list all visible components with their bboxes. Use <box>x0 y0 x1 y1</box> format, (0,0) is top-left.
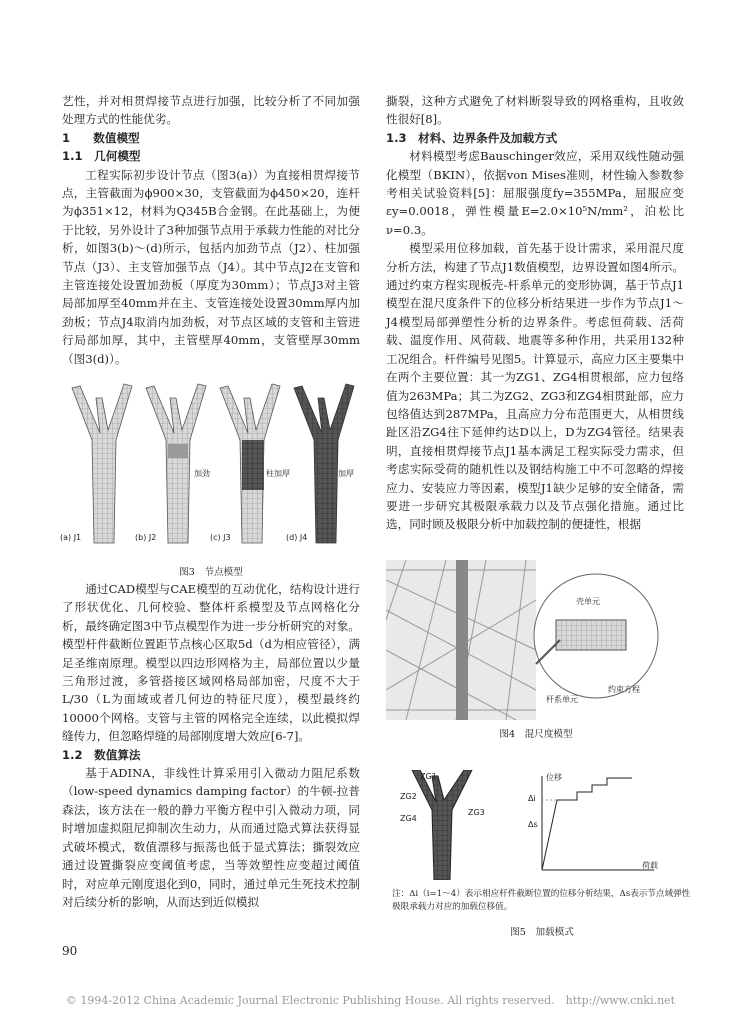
figure-4-caption: 图4 混尺度模型 <box>499 729 573 740</box>
fig5-label-zg2: ZG2 <box>400 792 417 801</box>
right-para-1: 材料模型考虑Bauschinger效应，采用双线性随动强化模型（BKIN），依据von Mises准则，材性输入参数参考相关试验资料[5]：屈服强度fy=355MPa，屈服应变εy=0.0018，弹性模量E=2.0×10⁵N/mm²，泊松比ν=0.3。 <box>386 149 684 237</box>
fig5-axis-x: 荷载 <box>642 861 658 870</box>
fig3-label-d: (d) J4 <box>286 533 308 542</box>
fig5-tick-di: Δi <box>528 794 536 803</box>
figure-3-models <box>62 378 360 550</box>
fig5-label-zg1: ZG1 <box>420 772 437 781</box>
left-column-top <box>62 92 360 368</box>
load-chart <box>542 776 654 870</box>
fig3-annot-stiffener: 加劲 <box>194 469 210 478</box>
model-j4 <box>294 384 354 543</box>
figure-3-caption: 图3 节点模型 <box>179 567 243 578</box>
left-para-1: 工程实际初步设计节点（图3(a)）为直接相贯焊接节点，主管截面为ϕ900×30，支管截面为ϕ450×20，连杆为ϕ351×12，材料为Q345B合金钢。在此基础上，为便于比较，另外设计了3种加强节点用于承载力性能的对比分析，如图3(b)～(d)所示，包括内加劲节点（J2）、柱加强节点（J3）、主支管加强节点（J4）。其中节点J2在支管和主管连接处设置加劲板（厚度为30mm）；节点J3对主管局部加厚至40mm并在主、支管连接处设置30mm厚内加劲板；节点J4取消内加劲板，对节点区域的支管和主管进行局部加厚，其中，主管壁厚40mm，支管壁厚30mm（图3(d)）。 <box>62 167 360 366</box>
fig4-annot-shell: 壳单元 <box>576 597 600 606</box>
model-j2 <box>146 384 206 543</box>
left-column-bottom <box>62 580 360 911</box>
model-j3 <box>220 384 280 543</box>
fig4-annot-constraint: 约束方程 <box>608 685 640 694</box>
figure-5-note: 注：Δi（i=1～4）表示相应杆件截断位置的位移分析结果，Δs表示节点域弹性极限承载力对应的加载位移值。 <box>392 889 691 912</box>
figure-3 <box>62 378 360 578</box>
fig3-annot-thicken: 加厚 <box>338 469 354 478</box>
section-1-3-heading: 1.3 材料、边界条件及加载方式 <box>386 130 558 145</box>
figure-5 <box>392 770 692 890</box>
left-para-0: 艺性，并对相贯焊接节点进行加强，比较分析了不同加强处理方式的性能优劣。 <box>62 94 360 127</box>
right-para-0: 撕裂，这种方式避免了材料断裂导致的网格重构，且收敛性很好[8]。 <box>386 94 684 127</box>
fig3-label-b: (b) J2 <box>135 533 157 542</box>
right-column <box>386 92 684 534</box>
fig3-label-c: (c) J3 <box>210 533 231 542</box>
fig5-axis-y: 位移 <box>546 773 562 782</box>
figure-4-multiscale <box>386 560 686 720</box>
right-para-2: 模型采用位移加载，首先基于设计需求，采用混尺度分析方法，构建了节点J1数值模型，边界设置如图4所示。通过约束方程实现板壳-杆系单元的变形协调，基于节点J1模型在混尺度条件下的位移分析结果进一步作为节点J1～J4模型局部弹塑性分析的边界条件。考虑恒荷载、活荷载、温度作用、风荷载、地震等多种作用，共采用132种工况组合。杆件编号见图5。计算显示，高应力区主要集中在两个主要位置：其一为ZG1、ZG4相贯根部，应力包络值为263MPa；其二为ZG2、ZG3和ZG4相贯趾部，应力包络值达到287MPa，且高应力分布范围更大，从相贯线趾区沿ZG4往下延伸约达D以上，D为ZG4管径。结果表明，直接相贯焊接节点J1基本满足工程实际受力需求，但考虑实际受荷的随机性以及钢结构施工中不可忽略的焊接应力、安装应力等因素，模型J1缺少足够的安全储备，需要进一步研究其极限承载力以及节点强化措施。通过比选，同时顾及极限分析中加载控制的便捷性，根据 <box>386 241 684 532</box>
model-j1 <box>72 384 132 543</box>
page-number: 90 <box>62 944 78 958</box>
figure-5-caption: 图5 加载模式 <box>510 927 574 938</box>
copyright-footer: © 1994-2012 China Academic Journal Electronic Publishing House. All rights reserved. http://www.cnki.net <box>65 994 676 1007</box>
left-para-2: 通过CAD模型与CAE模型的互动优化，结构设计进行了形状优化、几何校验、整体杆系模型及节点网格化分析，最终确定图3中节点模型作为进一步分析研究的对象。模型杆件截断位置距节点核心区取5d（d为相应管径），满足圣维南原理。模型以四边形网格为主，局部位置以少量三角形过渡，多管搭接区域网格局部加密，尺度不大于L/30（L为面域或者几何边的特征尺度），模型最终约10000个网格。支管与主管的网格完全连续，以此模拟焊缝传力，但忽略焊缝的局部刚度增大效应[6-7]。 <box>62 582 360 744</box>
figure-4 <box>386 560 686 744</box>
fig3-annot-column: 柱加厚 <box>266 469 290 478</box>
fig5-label-zg3: ZG3 <box>468 808 485 817</box>
fig5-tick-ds: Δs <box>528 820 538 829</box>
section-1-1-heading: 1.1 几何模型 <box>62 149 141 164</box>
node-model <box>412 770 472 880</box>
fig3-label-a: (a) J1 <box>60 533 82 542</box>
left-para-3: 基于ADINA，非线性计算采用引入微动力阻尼系数（low-speed dynamics damping factor）的牛顿-拉普森法，该方法在一般的静力平衡方程中引入微动力项，同时增加虚拟阻尼抑制次生动力，从而通过隐式算法获得显式破坏模式，数值漂移与振荡也低于显式算法；撕裂效应通过设置撕裂应变阈值考虑，当等效塑性应变超过阈值时，对应单元刚度退化到0，同时，通过单元生死技术控制对后续分析的影响，从而达到近似模拟 <box>62 766 360 909</box>
section-1-heading: 1 数值模型 <box>62 130 140 145</box>
fig4-annot-beam: 杆系单元 <box>546 695 578 704</box>
section-1-2-heading: 1.2 数值算法 <box>62 747 141 762</box>
fig5-label-zg4: ZG4 <box>400 814 417 823</box>
